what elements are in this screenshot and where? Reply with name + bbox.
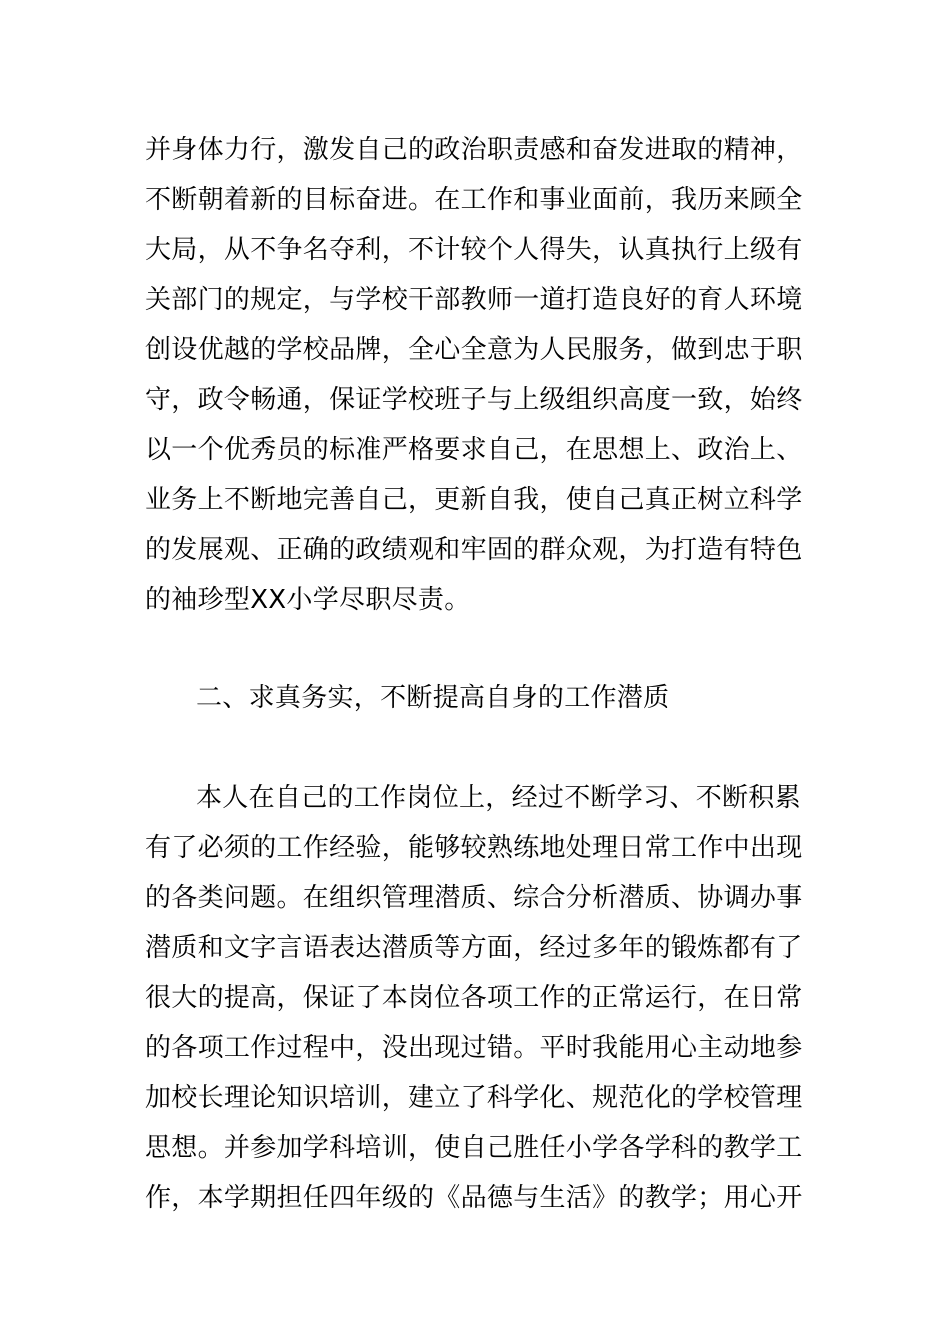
paragraph-line: 以一个优秀员的标准严格要求自己，在思想上、政治上、 — [145, 435, 803, 465]
paragraph-line: 守，政令畅通，保证学校班子与上级组织高度一致，始终 — [145, 385, 803, 415]
section-heading: 二、求真务实，不断提高自身的工作潜质 — [196, 683, 670, 713]
paragraph-line: 关部门的规定，与学校干部教师一道打造良好的育人环境 — [145, 285, 803, 315]
paragraph-line: 不断朝着新的目标奋进。在工作和事业面前，我历来顾全 — [145, 185, 803, 215]
paragraph-line: 有了必须的工作经验，能够较熟练地处理日常工作中出现 — [145, 833, 803, 863]
paragraph-line: 潜质和文字言语表达潜质等方面，经过多年的锻炼都有了 — [145, 933, 803, 963]
paragraph-line: 业务上不断地完善自己，更新自我，使自己真正树立科学 — [145, 485, 803, 515]
paragraph-line: 很大的提高，保证了本岗位各项工作的正常运行，在日常 — [145, 983, 803, 1013]
paragraph-line: 创设优越的学校品牌，全心全意为人民服务，做到忠于职 — [145, 335, 803, 365]
paragraph-line: 本人在自己的工作岗位上，经过不断学习、不断积累 — [196, 783, 801, 813]
paragraph-line: 的各项工作过程中，没出现过错。平时我能用心主动地参 — [145, 1033, 803, 1063]
paragraph-line: 并身体力行，激发自己的政治职责感和奋发进取的精神， — [145, 135, 803, 165]
paragraph-line: 大局，从不争名夺利，不计较个人得失，认真执行上级有 — [145, 235, 803, 265]
paragraph-line: 作，本学期担任四年级的《品德与生活》的教学；用心开 — [145, 1183, 803, 1213]
paragraph-line: 的各类问题。在组织管理潜质、综合分析潜质、协调办事 — [145, 883, 803, 913]
paragraph-line: 加校长理论知识培训，建立了科学化、规范化的学校管理 — [145, 1083, 803, 1113]
paragraph-line: 思想。并参加学科培训，使自己胜任小学各学科的教学工 — [145, 1133, 803, 1163]
paragraph-line: 的袖珍型XX小学尽职尽责。 — [145, 585, 471, 615]
paragraph-line: 的发展观、正确的政绩观和牢固的群众观，为打造有特色 — [145, 535, 803, 565]
